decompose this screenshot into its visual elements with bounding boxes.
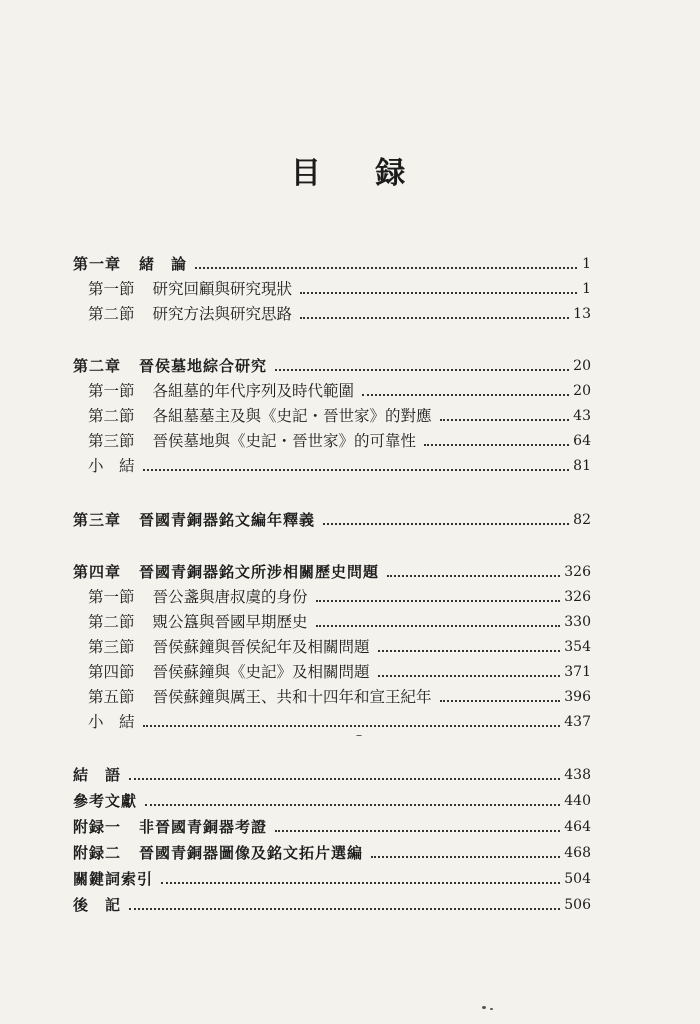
entry-number: 附録一	[73, 818, 122, 836]
toc-entry[interactable]	[88, 427, 591, 451]
toc-entry[interactable]	[73, 839, 591, 863]
leader-dots	[424, 444, 569, 446]
scan-speck	[482, 1006, 486, 1009]
leader-dots	[440, 700, 561, 702]
entry-page: 330	[564, 614, 591, 630]
leader-dots	[387, 575, 560, 577]
entry-title: 晉侯墓地綜合研究	[139, 357, 268, 375]
entry-number: 第一節	[88, 382, 135, 400]
entry-number: 第一章	[73, 255, 122, 273]
leader-dots	[440, 419, 570, 421]
entry-title: 研究方法與研究思路	[152, 305, 293, 323]
entry-number: 第一節	[88, 588, 135, 606]
entry-page: 326	[564, 589, 591, 605]
leader-dots	[143, 469, 570, 471]
entry-title: 各組墓墓主及與《史記・晉世家》的對應	[152, 407, 432, 425]
leader-dots	[316, 625, 561, 627]
toc-entry[interactable]	[73, 352, 591, 376]
leader-dots	[300, 292, 577, 294]
leader-dots	[275, 369, 569, 371]
toc-entry[interactable]	[73, 865, 591, 889]
toc-entry[interactable]	[73, 761, 591, 785]
entry-number: 第四節	[88, 663, 135, 681]
leader-dots	[378, 675, 561, 677]
toc-entry[interactable]	[73, 250, 591, 274]
leader-dots	[316, 600, 561, 602]
entry-title: 晉公盞與唐叔虞的身份	[152, 588, 308, 606]
leader-dots	[143, 725, 561, 727]
entry-title: 晉侯墓地與《史記・晉世家》的可靠性	[152, 432, 417, 450]
leader-dots	[371, 856, 560, 858]
entry-title: 晉國青銅器圖像及銘文拓片選編	[139, 844, 364, 862]
entry-page: 438	[564, 767, 591, 783]
page-title: 目 録	[290, 156, 428, 191]
toc-entry[interactable]	[73, 813, 591, 837]
entry-title: 晉侯蘇鐘與晉侯紀年及相關問題	[152, 638, 370, 656]
leader-dots	[195, 267, 577, 269]
toc-entry[interactable]	[88, 658, 591, 682]
entry-page: 64	[573, 433, 591, 449]
entry-number: 附録二	[73, 844, 122, 862]
leader-dots	[378, 650, 561, 652]
entry-page: 82	[573, 512, 591, 528]
entry-title: 非晉國青銅器考證	[139, 818, 268, 836]
entry-page: 440	[564, 793, 591, 809]
entry-number: 第二節	[88, 407, 135, 425]
toc-entry[interactable]	[88, 633, 591, 657]
scan-speck	[356, 735, 362, 736]
entry-number: 參考文獻	[73, 792, 138, 810]
entry-number: 第二節	[88, 305, 135, 323]
entry-page: 504	[564, 871, 591, 887]
entry-page: 371	[564, 664, 591, 680]
toc-entry[interactable]	[73, 787, 591, 811]
toc-entry[interactable]	[88, 683, 591, 707]
entry-page: 1	[582, 256, 591, 272]
entry-page: 464	[564, 819, 591, 835]
scan-speck	[490, 1008, 493, 1010]
entry-number: 小 結	[88, 457, 135, 475]
toc-entry[interactable]	[88, 402, 591, 426]
toc-entry[interactable]	[88, 583, 591, 607]
entry-page: 20	[573, 358, 591, 374]
entry-page: 81	[573, 458, 591, 474]
leader-dots	[129, 778, 560, 780]
entry-number: 小 結	[88, 713, 135, 731]
entry-page: 354	[564, 639, 591, 655]
entry-page: 326	[564, 564, 591, 580]
entry-number: 第三節	[88, 638, 135, 656]
entry-page: 20	[573, 383, 591, 399]
entry-number: 第三節	[88, 432, 135, 450]
leader-dots	[300, 317, 569, 319]
entry-title: 晉國青銅器銘文編年釋義	[139, 511, 316, 529]
entry-title: 晉侯蘇鐘與厲王、共和十四年和宣王紀年	[152, 688, 432, 706]
toc-entry[interactable]	[88, 708, 591, 732]
entry-page: 43	[573, 408, 591, 424]
entry-number: 第二節	[88, 613, 135, 631]
toc-entry[interactable]	[73, 558, 591, 582]
entry-title: 緒 論	[139, 255, 188, 273]
entry-page: 1	[582, 281, 591, 297]
entry-number: 結 語	[73, 766, 122, 784]
toc-entry[interactable]	[88, 377, 591, 401]
leader-dots	[161, 882, 560, 884]
entry-title: 研究回顧與研究現狀	[152, 280, 293, 298]
entry-page: 468	[564, 845, 591, 861]
entry-page: 396	[564, 689, 591, 705]
entry-title: 晉侯蘇鐘與《史記》及相關問題	[152, 663, 370, 681]
leader-dots	[145, 804, 560, 806]
toc-entry[interactable]	[88, 608, 591, 632]
entry-number: 關鍵詞索引	[73, 870, 154, 888]
toc-entry[interactable]	[73, 506, 591, 530]
toc-entry[interactable]	[73, 891, 591, 915]
leader-dots	[129, 908, 560, 910]
leader-dots	[275, 830, 560, 832]
entry-number: 第四章	[73, 563, 122, 581]
toc-entry[interactable]	[88, 275, 591, 299]
leader-dots	[362, 394, 569, 396]
entry-number: 第二章	[73, 357, 122, 375]
entry-number: 後 記	[73, 896, 122, 914]
entry-title: 覭公簋與晉國早期歷史	[152, 613, 308, 631]
toc-entry[interactable]	[88, 452, 591, 476]
entry-page: 437	[564, 714, 591, 730]
entry-number: 第三章	[73, 511, 122, 529]
leader-dots	[323, 523, 569, 525]
entry-title: 晉國青銅器銘文所涉相關歷史問題	[139, 563, 380, 581]
entry-number: 第五節	[88, 688, 135, 706]
entry-page: 506	[564, 897, 591, 913]
toc-entry[interactable]	[88, 300, 591, 324]
entry-title: 各組墓的年代序列及時代範圍	[152, 382, 355, 400]
entry-number: 第一節	[88, 280, 135, 298]
entry-page: 13	[573, 306, 591, 322]
